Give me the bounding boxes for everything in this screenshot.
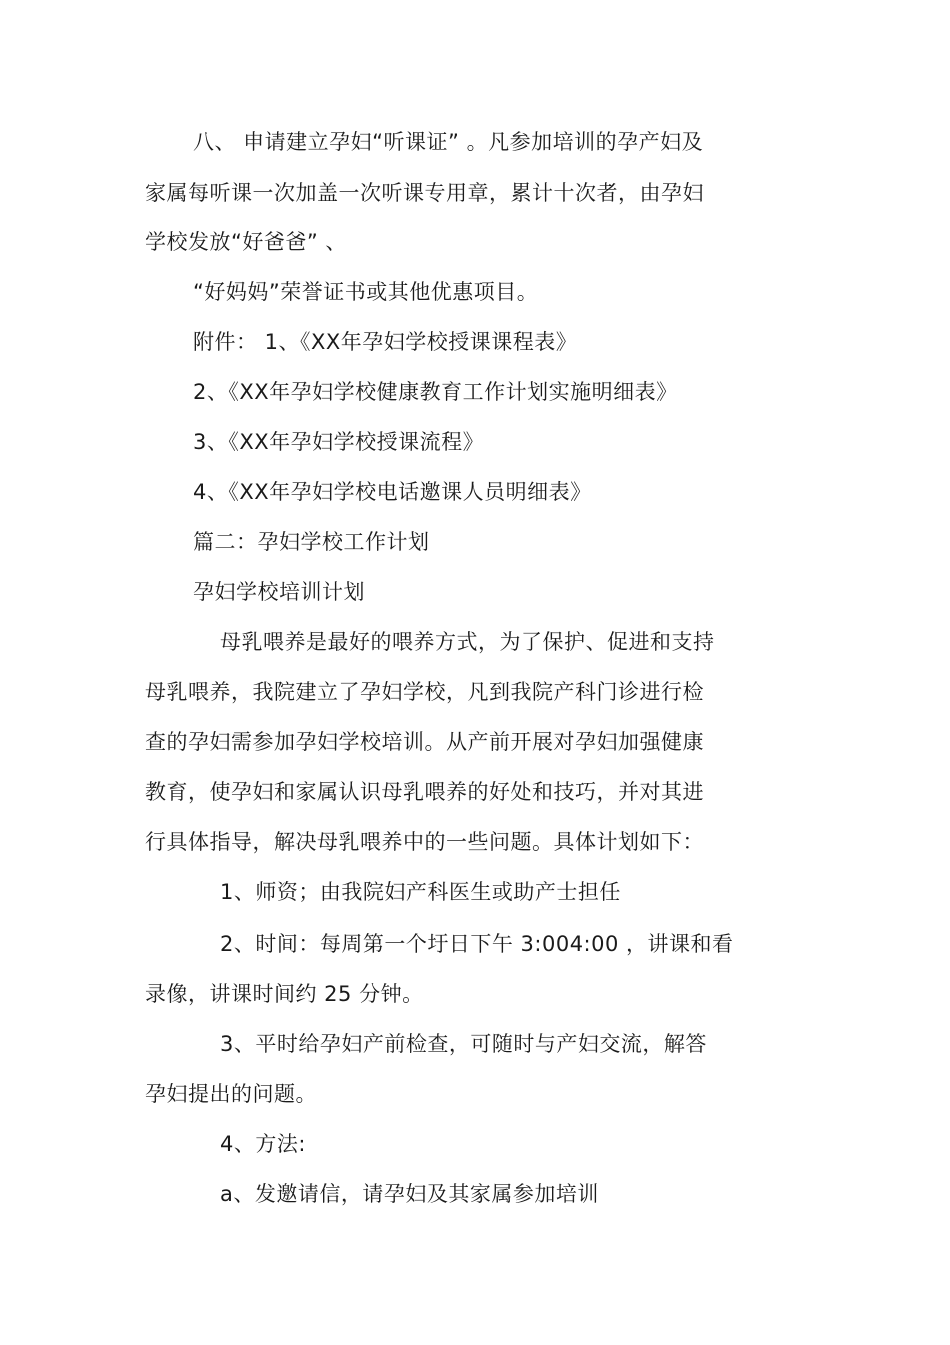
text-line: “好妈妈”荣誉证书或其他优惠项目。 — [193, 280, 539, 304]
text-line: 3、平时给孕妇产前检查，可随时与产妇交流，解答 — [220, 1032, 707, 1056]
text-line: 2、《XX年孕妇学校健康教育工作计划实施明细表》 — [193, 380, 678, 404]
text-line: 3、《XX年孕妇学校授课流程》 — [193, 430, 485, 454]
text-line: 4、《XX年孕妇学校电话邀课人员明细表》 — [193, 480, 592, 504]
text-line: 1、师资；由我院妇产科医生或助产士担任 — [220, 880, 621, 904]
text-line: 孕妇提出的问题。 — [145, 1082, 317, 1106]
text-line: 母乳喂养是最好的喂养方式，为了保护、促进和支持 — [220, 630, 715, 654]
text-line: 八、 申请建立孕妇“听课证” 。凡参加培训的孕产妇及 — [193, 130, 704, 154]
text-line: 教育，使孕妇和家属认识母乳喂养的好处和技巧，并对其进 — [145, 780, 704, 804]
text-line: 录像，讲课时间约 25 分钟。 — [145, 982, 424, 1006]
section-subheading: 孕妇学校培训计划 — [193, 580, 365, 604]
text-line: 母乳喂养，我院建立了孕妇学校，凡到我院产科门诊进行检 — [145, 680, 704, 704]
text-line: 家属每听课一次加盖一次听课专用章，累计十次者，由孕妇 — [145, 181, 704, 205]
section-heading: 篇二：孕妇学校工作计划 — [193, 530, 430, 554]
text-line: 4、方法: — [220, 1132, 306, 1156]
text-line: a、发邀请信，请孕妇及其家属参加培训 — [220, 1182, 599, 1206]
text-line: 查的孕妇需参加孕妇学校培训。从产前开展对孕妇加强健康 — [145, 730, 704, 754]
text-line: 2、时间：每周第一个圩日下午 3:004:00 ，讲课和看 — [220, 932, 734, 956]
text-line: 行具体指导，解决母乳喂养中的一些问题。具体计划如下： — [145, 830, 704, 854]
text-line: 附件： 1、《XX年孕妇学校授课课程表》 — [193, 330, 578, 354]
text-line: 学校发放“好爸爸” 、 — [145, 230, 347, 254]
